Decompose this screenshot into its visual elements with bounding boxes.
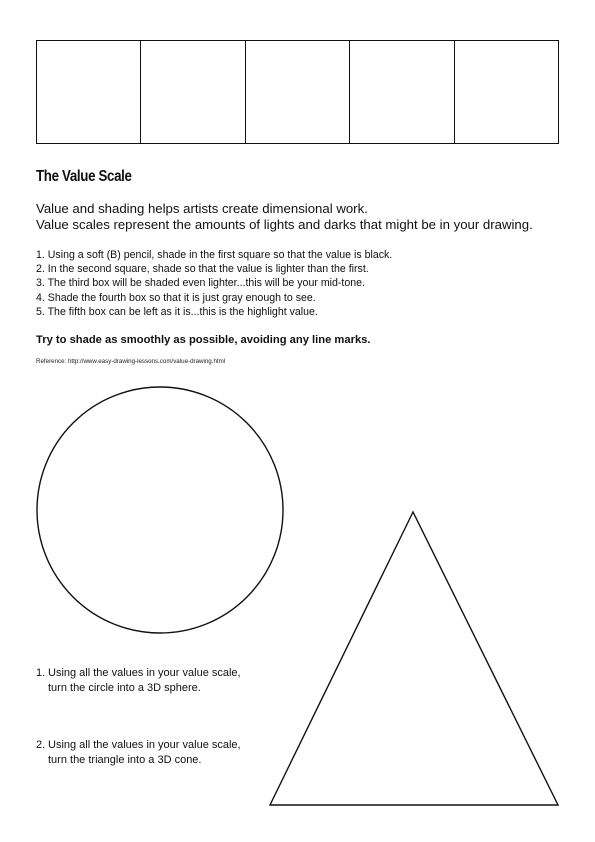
intro-line: Value and shading helps artists create dimensional work. xyxy=(36,201,368,216)
circle-outline xyxy=(37,387,283,633)
value-box-2[interactable] xyxy=(141,41,245,143)
instructions-list xyxy=(36,248,392,319)
task-text: Using all the values in your value scale, xyxy=(48,667,241,679)
instruction-step: 5. The fifth box can be left as it is...this is the highlight value. xyxy=(36,305,318,318)
task-number: 1. xyxy=(36,667,46,679)
intro-line: Value scales represent the amounts of lights and darks that might be in your drawing. xyxy=(36,217,533,232)
value-box-3[interactable] xyxy=(246,41,350,143)
instruction-step: 2. In the second square, shade so that the value is lighter than the first. xyxy=(36,263,369,276)
task-number: 2. xyxy=(36,739,46,751)
reference-link[interactable]: Reference: http://www.easy-drawing-lessons.com/value-drawing.html xyxy=(36,358,226,365)
shading-tip: Try to shade as smoothly as possible, avoiding any line marks. xyxy=(36,334,371,346)
triangle-outline xyxy=(270,512,558,805)
instruction-step: 3. The third box will be shaded even lighter...this will be your mid-tone. xyxy=(36,277,365,290)
task-text: turn the triangle into a 3D cone. xyxy=(48,754,202,766)
task-text: turn the circle into a 3D sphere. xyxy=(48,682,201,694)
task-sphere xyxy=(36,666,241,696)
value-box-4[interactable] xyxy=(350,41,454,143)
instruction-step: 4. Shade the fourth box so that it is just gray enough to see. xyxy=(36,291,316,304)
instruction-step: 1. Using a soft (B) pencil, shade in the first square so that the value is black. xyxy=(36,249,393,261)
value-box-5[interactable] xyxy=(455,41,558,143)
value-box-1[interactable] xyxy=(37,41,141,143)
task-text: Using all the values in your value scale, xyxy=(48,739,241,751)
page-title: The Value Scale xyxy=(36,168,132,185)
value-scale-boxes xyxy=(36,40,559,144)
intro-text xyxy=(36,201,533,233)
task-cone xyxy=(36,738,241,768)
